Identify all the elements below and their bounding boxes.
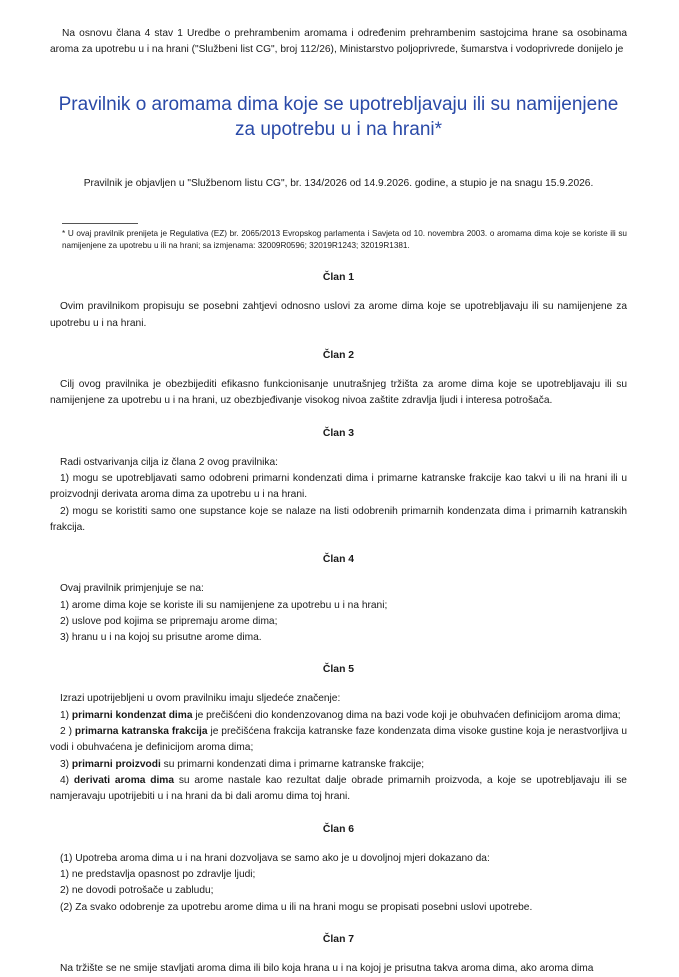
list-item: (2) Za svako odobrenje za upotrebu arome dima u ili na hrani mogu se propisati posebni uslovi upotrebe.	[60, 901, 533, 913]
definition-term: primarna katranska frakcija	[74, 726, 208, 738]
definition-number: 3)	[60, 758, 70, 770]
article-paragraph: Na tržište se ne smije stavljati aroma dima ili bilo koja hrana u i na kojoj je prisutna takva aroma dima, ako aroma dima	[60, 962, 594, 974]
preamble: Na osnovu člana 4 stav 1 Uredbe o prehrambenim aromama i određenim prehrambenim sastojcima hrane sa osobinama aroma za upotrebu u i na hrani ("Službeni list CG", broj 112/26), Ministarstvo poljoprivrede, šumarstva i vodoprivrede donijelo je	[50, 28, 627, 55]
article-paragraph: Cilj ovog pravilnika je obezbijediti efikasno funkcionisanje unutrašnjeg tržišta za arome dima koje se upotrebljavaju ili su namijenjene za upotrebu u i na hrani, uz obezbjeđivanje visokog nivoa zaštite zdravlja ljudi i interesa potrošača.	[50, 379, 627, 407]
footnote-divider	[62, 223, 138, 224]
list-item: 1) mogu se upotrebljavati samo odobreni primarni kondenzati dima i primarne katranske frakcije kao takvi u ili na hrani ili u proizvodnji derivata aroma dima za upotrebu u i na hrani.	[50, 472, 627, 501]
definition-item	[50, 757, 627, 773]
definition-number: 2 )	[60, 726, 72, 738]
article-7	[50, 934, 627, 977]
definition-term: derivati aroma dima	[73, 775, 175, 786]
definition-term: primarni kondenzat dima	[71, 709, 193, 721]
article-heading: Član 2	[322, 350, 355, 361]
footnote: * U ovaj pravilnik prenijeta je Regulativa (EZ) br. 2065/2013 Evropskog parlamenta i Savjeta od 10. novembra 2003. o aromama dima koje se koriste ili su namijenjene za upotrebu u ili na hrani; sa izmjenama: 32009R0596; 32019R1243; 32019R1381.	[62, 228, 627, 251]
definition-item	[50, 708, 627, 724]
article-3	[50, 428, 627, 537]
definition-text: je prečišćeni dio kondenzovanog dima na bazi vode koji je obuhvaćen definicijom aroma dima;	[192, 709, 621, 721]
article-5	[50, 664, 627, 805]
article-1	[50, 272, 627, 332]
definition-number: 4)	[60, 775, 70, 786]
list-item: 1) arome dima koje se koriste ili su namijenjene za upotrebu u i na hrani;	[60, 599, 388, 611]
article-paragraph: Ovim pravilnikom propisuju se posebni zahtjevi odnosno uslovi za arome dima koje se upotrebljavaju ili su namijenjene za upotrebu u i na hrani.	[50, 301, 627, 329]
article-paragraph: Radi ostvarivanja cilja iz člana 2 ovog pravilnika:	[60, 456, 279, 468]
article-heading: Član 5	[322, 664, 355, 676]
article-6	[50, 824, 627, 916]
definition-text: su arome nastale kao rezultat dalje obrade primarnih proizvoda, a koje se upotrebljavaju ili se namjeravaju upotrijebiti u i na hrani da bi dali aromu dima toj hrani.	[50, 775, 627, 803]
article-heading: Član 6	[322, 823, 355, 835]
article-heading: Član 3	[322, 427, 355, 439]
definition-text: je prečišćena frakcija katranske faze kondenzata dima visoke gustine koja je nerastvorljiva u vodi i obuhvaćena je definicijom aroma dima;	[50, 726, 627, 754]
article-paragraph: Izrazi upotrijebljeni u ovom pravilniku imaju sljedeće značenje:	[60, 693, 341, 705]
list-item: 2) uslove pod kojima se pripremaju arome dima;	[60, 615, 278, 627]
definition-term: primarni proizvodi	[71, 758, 161, 770]
article-heading: Član 4	[322, 554, 355, 566]
article-heading: Član 1	[322, 272, 355, 284]
definition-number: 1)	[60, 709, 70, 721]
article-paragraph: Ovaj pravilnik primjenjuje se na:	[60, 583, 204, 595]
publication-note: Pravilnik je objavljen u "Službenom listu CG", br. 134/2026 od 14.9.2026. godine, a stupio je na snagu 15.9.2026.	[83, 177, 594, 189]
list-item: 2) ne dovodi potrošače u zabludu;	[60, 885, 214, 897]
document-title: Pravilnik o aromama dima koje se upotrebljavaju ili su namijenjene za upotrebu u i na hrani*	[58, 93, 619, 140]
list-item: 2) mogu se koristiti samo one supstance koje se nalaze na listi odobrenih primarnih kondenzata dima i primarnih katranskih frakcija.	[50, 505, 627, 533]
definition-item	[50, 724, 627, 757]
article-paragraph: (1) Upotreba aroma dima u i na hrani dozvoljava se samo ako je u dovoljnoj mjeri dokazano da:	[60, 852, 490, 864]
list-item: 3) hranu u i na kojoj su prisutne arome dima.	[60, 632, 262, 644]
article-2	[50, 350, 627, 410]
article-4	[50, 554, 627, 646]
definition-item	[50, 773, 627, 806]
list-item: 1) ne predstavlja opasnost po zdravlje ljudi;	[60, 868, 256, 880]
article-heading: Član 7	[322, 933, 355, 945]
definition-text: su primarni kondenzati dima i primarne katranske frakcije;	[160, 758, 425, 770]
